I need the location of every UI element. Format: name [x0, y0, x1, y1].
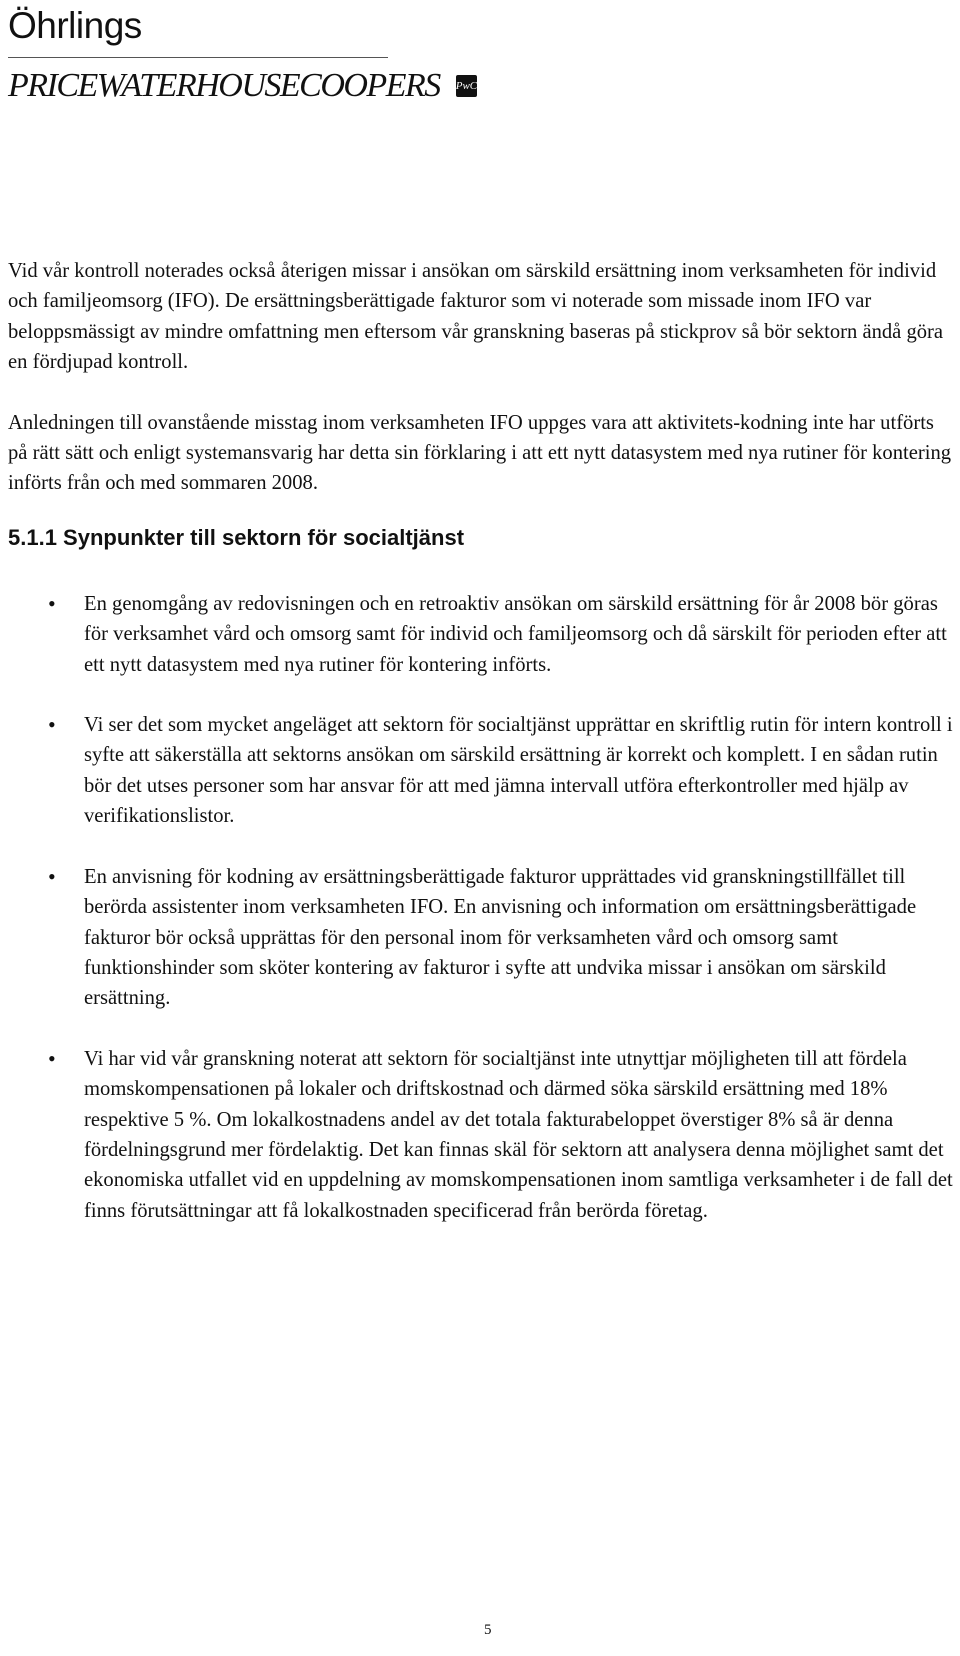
recommendation-list	[8, 589, 953, 1226]
section-heading: 5.1.1 Synpunkter till sektorn för socialtjänst	[8, 524, 465, 550]
company-logo	[8, 64, 478, 108]
paragraph-1: Vid vår kontroll noterades också återigen missar i ansökan om särskild ersättning inom verksamheten för individ och familjeomsorg (IFO). De ersättningsberättigade fakturor som vi noterade som missade inom IFO var beloppsmässigt av mindre omfattning men eftersom vår granskning baseras på stickprov så bör sektorn ändå göra en fördjupad kontroll.	[8, 260, 944, 374]
list-item	[8, 589, 953, 680]
list-item	[8, 710, 953, 832]
list-item	[8, 862, 953, 1014]
list-item-text: En anvisning för kodning av ersättningsberättigade fakturor upprättades vid granskningstillfället till berörda assistenter inom verksamheten IFO. En anvisning och information om ersättningsberättigade fakturor bör också upprättas för den personal inom för verksamheten vård och omsorg samt funktionshinder som sköter kontering av fakturor i syfte att undvika missar i ansökan om särskild ersättning.	[84, 865, 917, 1010]
document-body	[8, 256, 953, 1256]
brand-name-pwc: PRICEWATERHOUSECOOPERS	[8, 67, 440, 104]
paragraph-2: Anledningen till ovanstående misstag inom verksamheten IFO uppges vara att aktivitets-kodning inte har utförts på rätt sätt och enligt systemansvarig har detta sin förklaring i att ett nytt datasystem med nya rutiner för kontering införts från och med sommaren 2008.	[8, 411, 952, 495]
bullet-icon: •	[48, 1045, 56, 1071]
header-divider	[8, 57, 388, 58]
page-header	[8, 4, 478, 108]
bullet-icon: •	[48, 712, 56, 738]
list-item-text: Vi har vid vår granskning noterat att sektorn för socialtjänst inte utnyttjar möjligheten till att fördela momskompensationen på lokaler och driftskostnad och därmed söka särskild ersättning med 18% respektive 5 %. Om lokalkostnadens andel av det totala fakturabeloppet överstiger 8% så är denna fördelningsgrund mer fördelaktig. Det kan finnas skäl för sektorn att analysera denna möjlighet samt det ekonomiska utfallet vid en uppdelning av momskompensationen inom samtliga verksamheter i de fall det finns förutsättningar att få lokalkostnaden specificerad från berörda företag.	[84, 1047, 953, 1222]
bullet-icon: •	[48, 863, 56, 889]
page-number: 5	[484, 1622, 492, 1638]
list-item-text: Vi ser det som mycket angeläget att sektorn för socialtjänst upprättar en skriftlig rutin för intern kontroll i syfte att säkerställa att sektorns ansökan om särskild ersättning är korrekt och komplett. I en sådan rutin bör det utses personer som har ansvar för att med jämna intervall utföra efterkontroller med hjälp av verifikationslistor.	[84, 714, 953, 828]
list-item	[8, 1044, 953, 1226]
bullet-icon: •	[48, 590, 56, 616]
brand-name-ohrlings: Öhrlings	[8, 5, 142, 46]
pwc-badge-icon: PwC	[456, 75, 477, 97]
list-item-text: En genomgång av redovisningen och en retroaktiv ansökan om särskild ersättning för år 2008 bör göras för verksamhet vård och omsorg samt för individ och familjeomsorg och då särskilt för perioden efter att ett nytt datasystem med nya rutiner för kontering införts.	[84, 592, 947, 676]
